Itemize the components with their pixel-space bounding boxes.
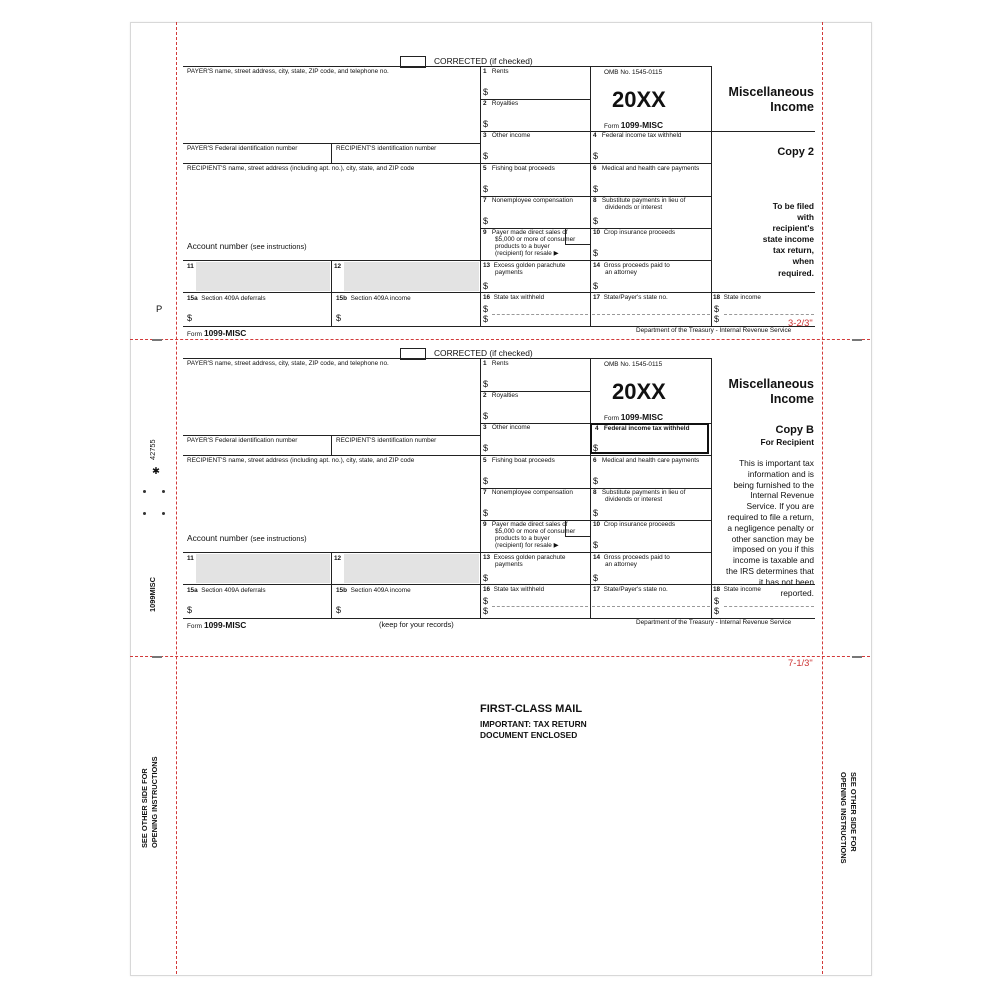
state-divider [492,314,588,315]
box-8-label: 8 Substitute payments in lieu of [593,489,686,496]
state-divider [492,606,588,607]
box-11-shading [196,262,330,291]
dollar-sign: $ [483,476,489,486]
tax-year: 20XX [612,87,666,112]
dollar-sign: $ [336,313,342,323]
dollar-sign: $ [483,281,489,291]
recipient-name-label: RECIPIENT'S name, street address (including apt. no.), city, state, and ZIP code [187,457,415,464]
box-15b-label: 15b Section 409A income [336,295,411,302]
rule [183,358,711,359]
box-8-label: 8 Substitute payments in lieu of [593,197,686,204]
rule [590,66,591,326]
box-8-label-line2: dividends or interest [605,496,663,503]
box-9-label-line4: (recipient) for resale ▶ [495,542,559,549]
rule [331,435,332,455]
measure-label-1: 3-2/3" [788,317,813,328]
dollar-sign: $ [483,216,489,226]
rule [480,66,481,326]
box-13-label: 13 Excess golden parachute [483,262,566,269]
box-13-label-line2: payments [495,561,523,568]
dollar-sign: $ [714,314,720,324]
form-number-label: Form 1099-MISC [604,120,664,130]
box-9-label: 9 Payer made direct sales of [483,229,568,236]
box-3-label: 3 Other income [483,424,531,431]
dollar-sign: $ [483,443,489,453]
box-6-label: 6 Medical and health care payments [593,165,700,172]
box-12-label: 12 [334,263,342,270]
mailer-line3: DOCUMENT ENCLOSED [480,730,578,740]
margin-tick [152,656,162,658]
box-11-label: 11 [187,555,194,562]
box-17-label: 17 State/Payer's state no. [593,586,668,593]
perforation-left [176,22,177,974]
rule [480,163,711,164]
box-16-label: 16 State tax withheld [483,294,545,301]
rule [480,358,481,618]
state-divider [724,314,814,315]
dot-icon [143,512,146,515]
copy-b-note: This is important tax information and is being furnished to the Internal Revenue Service. If you are required to file a return, a negligence penalty or other sanction may be imposed on you if this income is taxable and the IRS determines that it has not been reported. [726,458,814,598]
box-2-label: 2 Royalties [483,100,519,107]
box-14-label: 14 Gross proceeds paid to [593,262,670,269]
dollar-sign: $ [483,596,489,606]
payer-name-label: PAYER'S name, street address, city, state, ZIP code, and telephone no. [187,360,389,367]
dollar-sign: $ [483,304,489,314]
copy-label: Copy B [775,424,814,436]
dept-label: Department of the Treasury - Internal Revenue Service [636,619,792,626]
box-9-label: 9 Payer made direct sales of [483,521,568,528]
recipient-id-label: RECIPIENT'S identification number [336,437,437,444]
account-number-label: Account number (see instructions) [187,533,307,543]
form-title-line2: Income [770,100,814,114]
box-9-label-line3: products to a buyer [495,243,550,250]
box-10-label: 10 Crop insurance proceeds [593,521,676,528]
form-title-line1: Miscellaneous [728,377,814,391]
dollar-sign: $ [483,151,489,161]
form-number-label: Form 1099-MISC [604,412,664,422]
box-12-shading [344,262,479,291]
keep-records-note: (keep for your records) [379,620,454,629]
box-9-label-line2: $5,000 or more of consumer [495,528,576,535]
box-6-label: 6 Medical and health care payments [593,457,700,464]
rule [331,552,332,618]
omb-number: OMB No. 1545-0115 [604,69,663,76]
state-divider [592,314,710,315]
star-icon: ✱ [152,465,160,476]
box-3-label: 3 Other income [483,132,531,139]
copy-sub-label: For Recipient [760,437,814,447]
box-1-label: 1 Rents [483,68,509,75]
measure-label-2: 7-1/3" [788,657,813,668]
copy-2-note: To be filed with recipient's state income tax return, when required. [762,201,814,278]
box-18-label: 18 State income [713,586,761,593]
box-13-label: 13 Excess golden parachute [483,554,566,561]
box-4-label: 4 Federal income tax withheld [593,132,682,139]
p-letter: P [156,303,163,314]
dollar-sign: $ [483,379,489,389]
state-divider [724,606,814,607]
box-11-shading [196,554,330,583]
rule [711,131,815,132]
tax-year: 20XX [612,379,666,404]
corrected-label: CORRECTED (if checked) [434,56,533,66]
perforation-2 [130,656,870,657]
dollar-sign: $ [483,87,489,97]
footer-form: Form 1099-MISC [187,328,247,338]
rule [590,358,591,618]
rule [183,163,480,164]
rule [183,455,480,456]
box-16-label: 16 State tax withheld [483,586,545,593]
box-17-label: 17 State/Payer's state no. [593,294,668,301]
dollar-sign: $ [714,304,720,314]
rule [331,143,332,163]
dollar-sign: $ [483,411,489,421]
mailer-line1: FIRST-CLASS MAIL [480,703,583,715]
dollar-sign: $ [593,184,599,194]
dollar-sign: $ [187,313,193,323]
rule [480,260,711,261]
box-9-label-line2: $5,000 or more of consumer [495,236,576,243]
dollar-sign: $ [593,443,599,453]
margin-tick [852,656,862,658]
box-14-label-line2: an attorney [605,561,637,568]
box-5-label: 5 Fishing boat proceeds [483,165,555,172]
dollar-sign: $ [483,508,489,518]
rule [331,260,332,326]
payer-fed-id-label: PAYER'S Federal identification number [187,145,298,152]
rule [183,66,711,67]
dollar-sign: $ [336,605,342,615]
perforation-1 [130,339,870,340]
account-number-label: Account number (see instructions) [187,241,307,251]
dollar-sign: $ [483,119,489,129]
rule [480,552,711,553]
recipient-id-label: RECIPIENT'S identification number [336,145,437,152]
dollar-sign: $ [483,184,489,194]
dollar-sign: $ [593,216,599,226]
form-title-line1: Miscellaneous [728,85,814,99]
margin-tick [152,339,162,341]
box-12-label: 12 [334,555,342,562]
copy-label: Copy 2 [777,146,814,158]
box-18-label: 18 State income [713,294,761,301]
rule [711,358,712,618]
form-code: 42755 [148,439,157,460]
opening-right-1: SEE OTHER SIDE FOR [849,772,858,852]
box-8-label-line2: dividends or interest [605,204,663,211]
form-title-line2: Income [770,392,814,406]
box-14-label-line2: an attorney [605,269,637,276]
box-13-label-line2: payments [495,269,523,276]
dot-icon [162,490,165,493]
payer-fed-id-label: PAYER'S Federal identification number [187,437,298,444]
box-15a-label: 15a Section 409A deferrals [187,295,266,302]
box-10-label: 10 Crop insurance proceeds [593,229,676,236]
perforation-right [822,22,823,974]
margin-tick [852,339,862,341]
dollar-sign: $ [483,606,489,616]
payer-name-label: PAYER'S name, street address, city, state, ZIP code, and telephone no. [187,68,389,75]
box-1-label: 1 Rents [483,360,509,367]
dollar-sign: $ [593,248,599,258]
dollar-sign: $ [593,508,599,518]
rule [480,292,815,293]
opening-right-2: OPENING INSTRUCTIONS [839,772,848,864]
dot-icon [143,490,146,493]
box-9-label-line4: (recipient) for resale ▶ [495,250,559,257]
dollar-sign: $ [593,573,599,583]
omb-number: OMB No. 1545-0115 [604,361,663,368]
footer-form: Form 1099-MISC [187,620,247,630]
box-5-label: 5 Fishing boat proceeds [483,457,555,464]
dot-icon [162,512,165,515]
dollar-sign: $ [714,596,720,606]
rule [711,66,712,326]
dollar-sign: $ [593,540,599,550]
rule [565,244,590,245]
rule [480,455,711,456]
dollar-sign: $ [593,151,599,161]
box-11-label: 11 [187,263,194,270]
dollar-sign: $ [593,476,599,486]
dollar-sign: $ [483,573,489,583]
dept-label: Department of the Treasury - Internal Revenue Service [636,327,792,334]
box-14-label: 14 Gross proceeds paid to [593,554,670,561]
box-9-label-line3: products to a buyer [495,535,550,542]
box-7-label: 7 Nonemployee compensation [483,197,573,204]
dollar-sign: $ [483,314,489,324]
box-7-label: 7 Nonemployee compensation [483,489,573,496]
dollar-sign: $ [593,281,599,291]
box-2-label: 2 Royalties [483,392,519,399]
mailer-line2: IMPORTANT: TAX RETURN [480,719,587,729]
dollar-sign: $ [714,606,720,616]
corrected-label: CORRECTED (if checked) [434,348,533,358]
box-15a-label: 15a Section 409A deferrals [187,587,266,594]
box-12-shading [344,554,479,583]
box-15b-label: 15b Section 409A income [336,587,411,594]
rule [565,536,590,537]
opening-left-1: SEE OTHER SIDE FOR [140,768,149,848]
dollar-sign: $ [187,605,193,615]
state-divider [592,606,710,607]
form-code-vertical: 1099MISC [148,577,157,612]
opening-left-2: OPENING INSTRUCTIONS [150,756,159,848]
box-4-label: 4 Federal income tax withheld [595,425,690,432]
recipient-name-label: RECIPIENT'S name, street address (including apt. no.), city, state, and ZIP code [187,165,415,172]
